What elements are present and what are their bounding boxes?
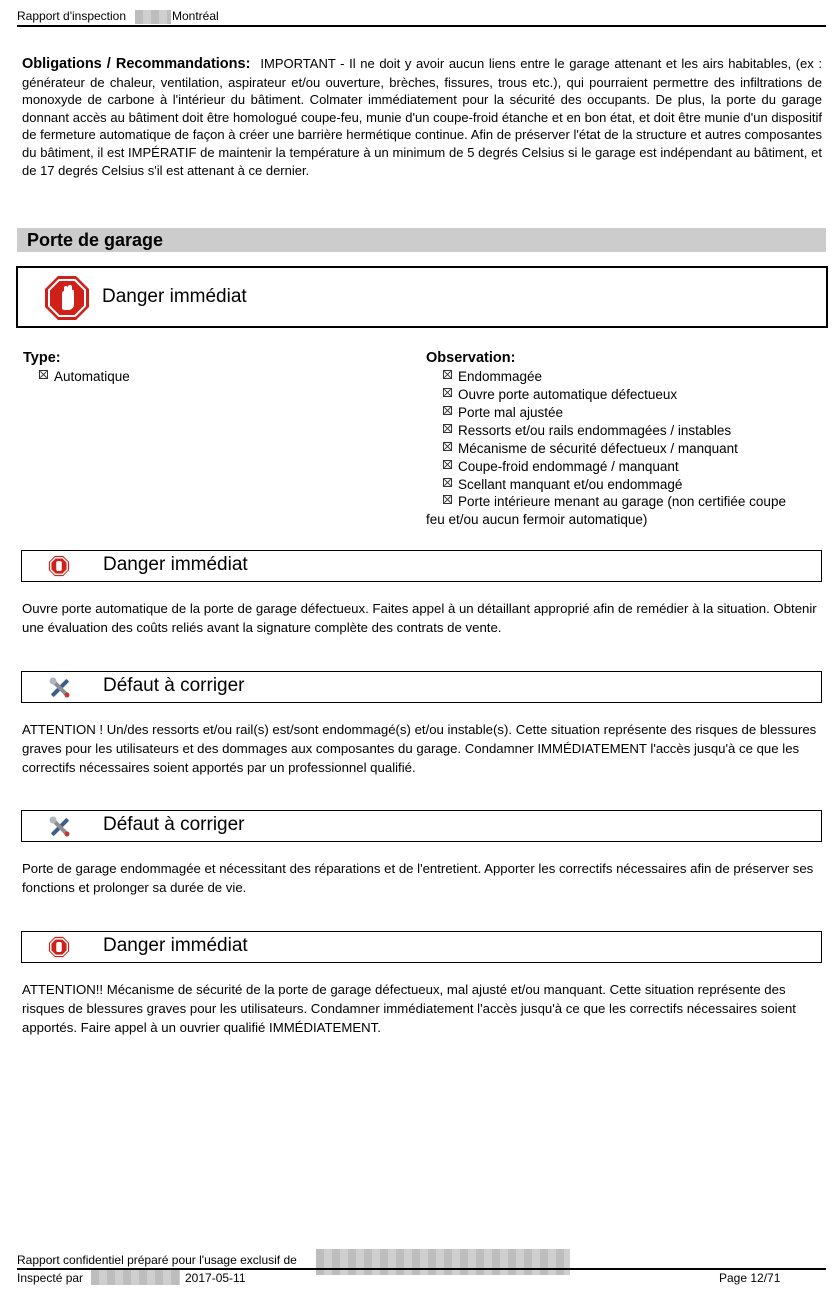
finding-text: Porte de garage endommagée et nécessitant des réparations et de l'entretient. Apporter les correctifs nécessaires afin de préserver ses fonctions et prolonger sa durée de vie. (22, 861, 814, 895)
type-heading: Type: (23, 350, 61, 366)
checkbox-checked-icon (443, 442, 452, 451)
finding-text: ATTENTION ! Un/des ressorts et/ou rail(s) est/sont endommagé(s) et/ou instable(s). Cette situation représente des risques de blessures graves pour les utilisateurs et des dommages aux composantes du garage. Condamner IMMÉDIATEMENT l'accès jusqu'à ce que les correctifs nécessaires soient apportés par un professionnel qualifié. (22, 722, 817, 775)
footer-date: 2017-05-11 (185, 1271, 246, 1285)
checkbox-checked-icon (443, 388, 452, 397)
tools-icon (48, 815, 72, 844)
page-header (17, 9, 826, 27)
section-title-bar (17, 228, 826, 252)
finding-text: ATTENTION!! Mécanisme de sécurité de la porte de garage défectueux, mal ajusté et/ou manquant. Cette situation représente des risques de blessures graves pour les utilisateurs. Condamner immédiatement l'accès jusqu'à ce que les correctifs nécessaires soient apportés. Faire appel à un ouvrier qualifié IMMÉDIATEMENT. (22, 982, 796, 1035)
checkbox-checked-icon (39, 370, 48, 379)
finding-box (21, 810, 822, 842)
checkbox-checked-icon (443, 495, 452, 504)
finding-label: Défaut à corriger (103, 675, 245, 696)
obligations-heading: Obligations / Recommandations: (22, 56, 251, 72)
finding-text: Ouvre porte automatique de la porte de garage défectueux. Faites appel à un détaillant approprié afin de remédier à la situation. Obtenir une évaluation des coûts reliés avant la signature complète des contrats de vente. (22, 601, 817, 635)
obligations-paragraph (22, 55, 822, 179)
section-title: Porte de garage (27, 230, 164, 250)
observation-item: Ressorts et/ou rails endommagées / instables (443, 423, 731, 438)
tools-icon (48, 676, 72, 705)
observation-item: Endommagée (443, 369, 542, 384)
redacted-inspector-name (91, 1270, 180, 1285)
stop-hand-icon (48, 936, 70, 963)
checkbox-checked-icon (443, 424, 452, 433)
section-status-label: Danger immédiat (102, 286, 247, 307)
finding-label: Défaut à corriger (103, 814, 245, 835)
observation-item: Ouvre porte automatique défectueux (443, 387, 677, 402)
footer-confidential: Rapport confidentiel préparé pour l'usage exclusif de (17, 1253, 297, 1267)
observation-heading: Observation: (426, 350, 516, 366)
stop-hand-icon (43, 274, 91, 327)
checkbox-checked-icon (443, 478, 452, 487)
stop-hand-icon (48, 555, 70, 582)
observation-item: Porte intérieure menant au garage (non certifiée coupe (443, 494, 786, 509)
obligations-text: IMPORTANT - Il ne doit y avoir aucun liens entre le garage attenant et les airs habitables, (ex : générateur de chaleur, ventilation, aspirateur et/ou ouverture, brèches, fissures, trous etc.), qui pourraient permettre des infiltrations de monoxyde de carbone à l'intérieur du bâtiment. Colmater immédiatement pour la sécurité des occupants. De plus, la porte du garage donnant accès au bâtiment doit être homologué coupe-feu, munie d'un coupe-froid étanche et en bon état, et doit être munie d'un dispositif de fermeture automatique de façon à créer une barrière hermétique continue. Afin de préserver l'état de la structure et autres composantes du bâtiment, il est IMPÉRATIF de maintenir la température à un minimum de 5 degrés Celsius si le garage est indépendant au bâtiment, et de 17 degrés Celsius s'il est attenant à ce dernier. (22, 56, 823, 178)
redacted-name (135, 10, 171, 24)
city-label: Montréal (172, 9, 219, 23)
finding-box (21, 931, 822, 963)
redacted-client-name (316, 1249, 570, 1275)
observation-item: Coupe-froid endommagé / manquant (443, 459, 679, 474)
checkbox-checked-icon (443, 460, 452, 469)
report-label: Rapport d'inspection (17, 9, 127, 23)
finding-label: Danger immédiat (103, 554, 248, 575)
finding-box (21, 671, 822, 703)
type-item: Automatique (39, 369, 130, 384)
observation-item-continuation: feu et/ou aucun fermoir automatique) (426, 512, 648, 527)
section-status-box (16, 266, 828, 328)
page-number: Page 12/71 (719, 1271, 781, 1285)
checkbox-checked-icon (443, 370, 452, 379)
finding-label: Danger immédiat (103, 935, 248, 956)
observation-item: Scellant manquant et/ou endommagé (443, 477, 682, 492)
observation-item: Porte mal ajustée (443, 405, 563, 420)
footer-inspected-by: Inspecté par (17, 1271, 84, 1285)
checkbox-checked-icon (443, 406, 452, 415)
observation-item: Mécanisme de sécurité défectueux / manquant (443, 441, 738, 456)
finding-box (21, 550, 822, 582)
